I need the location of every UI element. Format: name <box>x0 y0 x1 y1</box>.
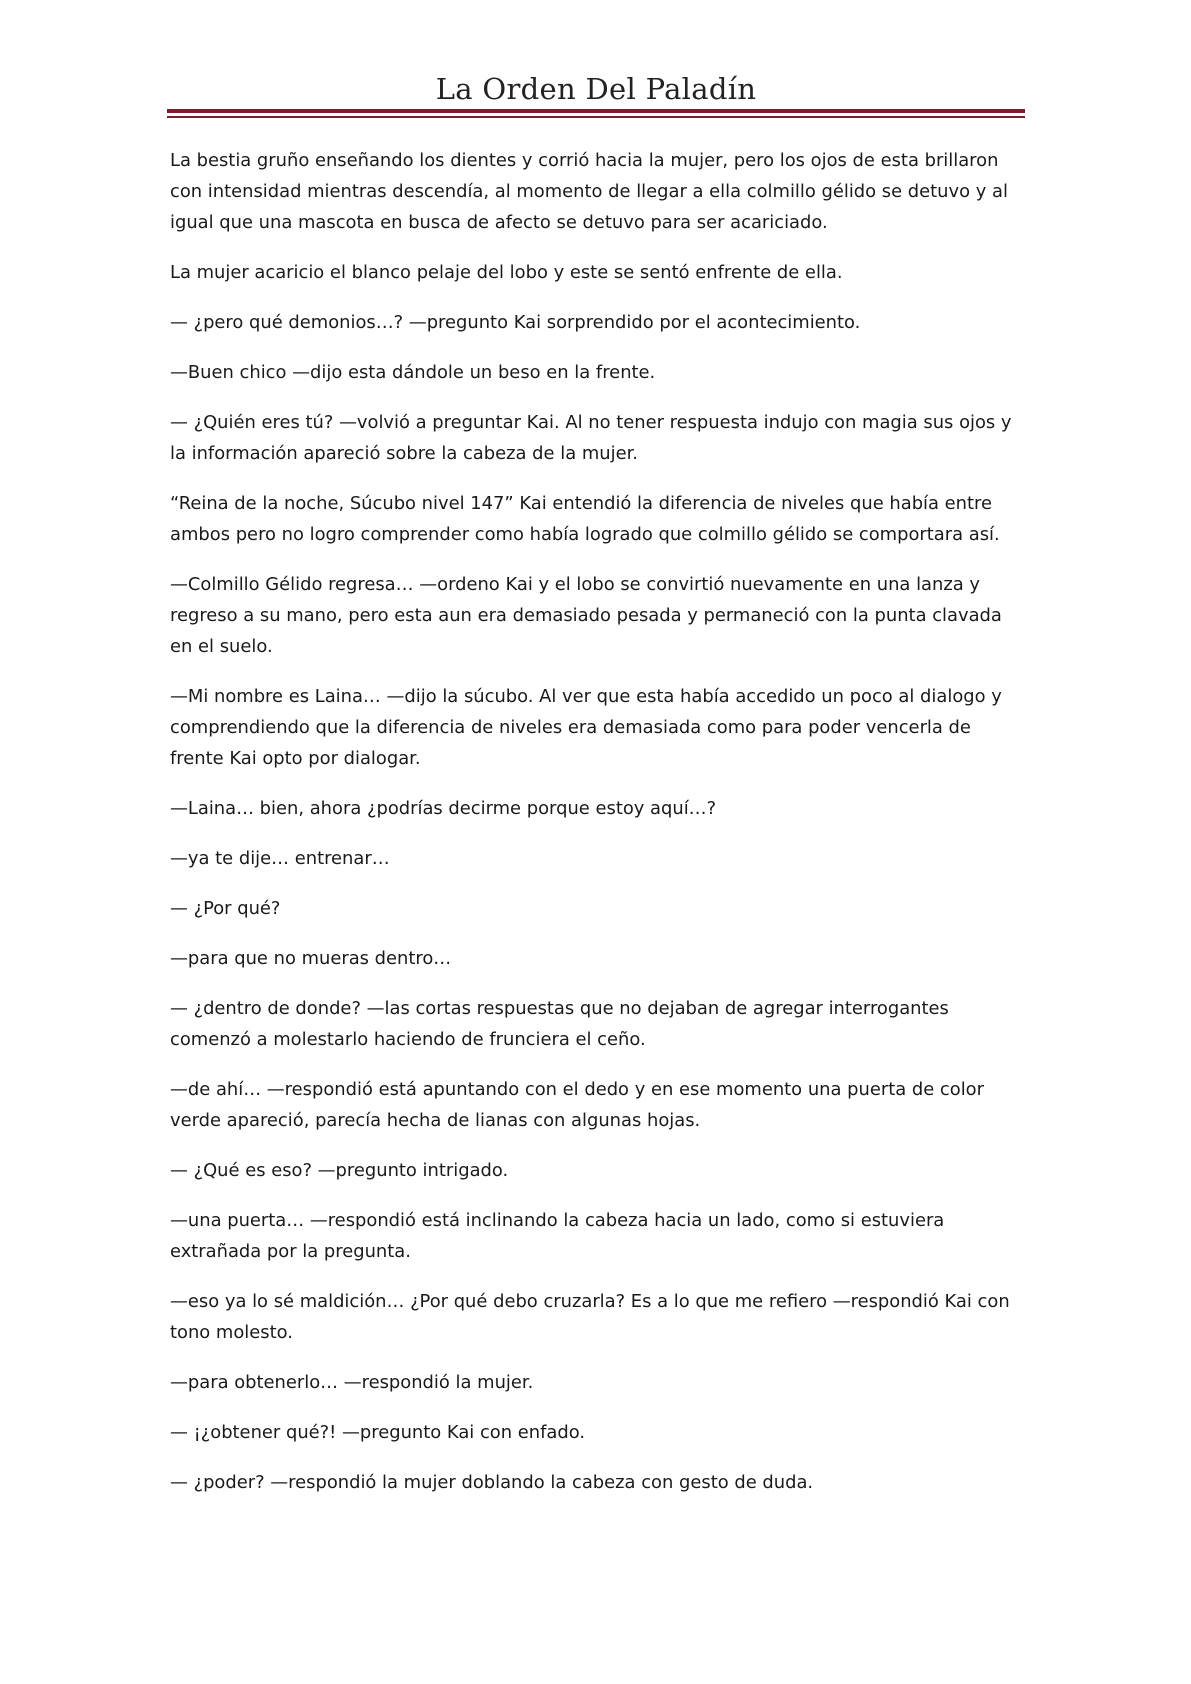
page-header <box>167 64 1025 124</box>
paragraph: — ¡¿obtener qué?! —pregunto Kai con enfado. <box>170 1422 586 1443</box>
paragraph: —para que no mueras dentro… <box>170 948 452 969</box>
paragraph: — ¿pero qué demonios…? —pregunto Kai sorprendido por el acontecimiento. <box>170 312 861 333</box>
header-title: La Orden Del Paladín <box>435 72 757 106</box>
paragraph: —Laina… bien, ahora ¿podrías decirme porque estoy aquí…? <box>170 798 717 819</box>
paragraph: — ¿Quién eres tú? —volvió a preguntar Kai. Al no tener respuesta indujo con magia sus ojos y la información apareció sobre la cabeza de la mujer. <box>170 412 1012 464</box>
paragraph: La bestia gruño enseñando los dientes y corrió hacia la mujer, pero los ojos de esta brillaron con intensidad mientras descendía, al momento de llegar a ella colmillo gélido se detuvo y al igual que una mascota en busca de afecto se detuvo para ser acariciado. <box>170 150 1008 233</box>
paragraph: —Buen chico —dijo esta dándole un beso en la frente. <box>170 362 656 383</box>
paragraph: La mujer acaricio el blanco pelaje del lobo y este se sentó enfrente de ella. <box>170 262 843 283</box>
paragraph: —Colmillo Gélido regresa… —ordeno Kai y el lobo se convirtió nuevamente en una lanza y regreso a su mano, pero esta aun era demasiado pesada y permaneció con la punta clavada en el suelo. <box>170 574 1002 657</box>
body-text <box>170 145 1020 1517</box>
paragraph: —ya te dije… entrenar… <box>170 848 390 869</box>
paragraph: — ¿dentro de donde? —las cortas respuestas que no dejaban de agregar interrogantes comenzó a molestarlo haciendo de frunciera el ceño. <box>170 998 949 1050</box>
paragraph: —Mi nombre es Laina… —dijo la súcubo. Al ver que esta había accedido un poco al dialogo y comprendiendo que la diferencia de niveles era demasiada como para poder vencerla de frente Kai opto por dialogar. <box>170 686 1002 769</box>
paragraph: “Reina de la noche, Súcubo nivel 147” Kai entendió la diferencia de niveles que había entre ambos pero no logro comprender como había logrado que colmillo gélido se comportara así. <box>170 493 1000 545</box>
header-rule-thin <box>167 116 1025 118</box>
paragraph: — ¿poder? —respondió la mujer doblando la cabeza con gesto de duda. <box>170 1472 814 1493</box>
header-rule <box>167 109 1025 113</box>
paragraph: —eso ya lo sé maldición… ¿Por qué debo cruzarla? Es a lo que me refiero —respondió Kai con tono molesto. <box>170 1291 1010 1343</box>
paragraph: — ¿Qué es eso? —pregunto intrigado. <box>170 1160 509 1181</box>
paragraph: — ¿Por qué? <box>170 898 281 919</box>
paragraph: —de ahí… —respondió está apuntando con el dedo y en ese momento una puerta de color verde apareció, parecía hecha de lianas con algunas hojas. <box>170 1079 984 1131</box>
paragraph: —para obtenerlo… —respondió la mujer. <box>170 1372 534 1393</box>
paragraph: —una puerta… —respondió está inclinando la cabeza hacia un lado, como si estuviera extrañada por la pregunta. <box>170 1210 945 1262</box>
